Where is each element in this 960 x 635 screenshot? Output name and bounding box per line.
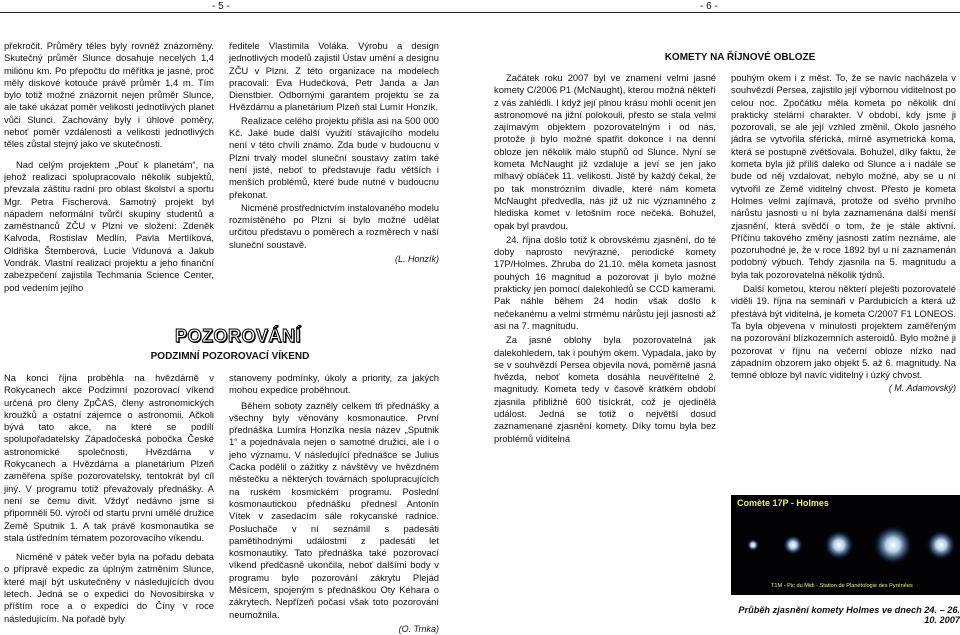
author-signature: (L. Honzík) <box>394 254 439 265</box>
photo-title: Comète 17P - Holmes <box>737 498 829 508</box>
article-subtitle: PODZIMNÍ POZOROVACÍ VÍKEND <box>150 351 310 362</box>
article-title-komety: KOMETY NA ŘÍJNOVÉ OBLOZE <box>664 52 816 63</box>
pozorovani-text-col2 <box>229 372 439 635</box>
komety-text-col1 <box>494 72 716 445</box>
paragraph: Na konci října proběhla na hvězdárně v Rokycanech akce Podzimní pozorovací víkend určená pro členy ZpČAS, členy astronomických kroužků a ostatní zájemce o astronomii. Ačkoli bývá tato akce, na které se podílí spolupořadatelsky Západočeská pobočka České astronomické společnosti, Hvězdárna v Rokycanech a Hvězdárna a planetárium Plzeň zaměřena spíše pozorovatelsky, tentokrát byl cíl jiný. V programu totiž převažovaly přednášky. A není se čemu divit. Vždyť nedávno jsme si připomněli 50. výročí od startu první umělé družice Země Sputnik 1. A tak právě kosmonautika se stala ústředním tématem pozorovacího víkendu. <box>4 372 214 543</box>
pozorovani-text-col1 <box>4 372 214 625</box>
photo-caption: Průběh zjasnění komety Holmes ve dnech 24. – 26. 10. 2007 <box>738 605 960 625</box>
paragraph: Nicméně prostřednictvím instalovaného modelu rozmístěného po Plzni si bylo možné udělat určitou představu o poměrech a rozměrech v naší sluneční soustavě. <box>229 201 439 250</box>
paragraph: pouhým okem i z měst. To, že se navíc nacházela v souhvězdí Persea, zajistilo její výbornou viditelnost po celou noc. Zpočátku měla kometa po několik dní prakticky stelární charakter. V období, kdy jsme ji pozorovali, se ale její vzhled změnil. Okolo jasného jádra se vytvořila sférická, mírně asymetrická koma, která se postupně zvětšovala. Bohužel, díky faktu, že kometa byla již příliš daleko od Slunce a i nadále se bude od něj vzdalovat, nebylo možné, aby se u ní vytvořil ze Země viditelný chvost. Přesto je kometa Holmes velmi zajímavá, protože od svého prvního nárůstu jasnosti u ní byla zaznamenána další menší zjasnění, která svědčí o tom, že je stále aktivní. Příčinu takového změny jasnosti zatím neznáme, ale pozoruhodné je, že v roce 1892 byl u ní zaznamenán podobný výbuch. Tehdy zjasnila na 5. magnitudu a byla tak pozorovatelná několik týdnů. <box>731 72 956 280</box>
paragraph: Další kometou, kterou některí pleješti pozorovatelé viděli 19. října na semináři v Pardubicích a která už přestává být viditelná, je kometa C/2007 F1 LONEOS. Ta byla objevena v minulosti projektem zaměřeným na pozorování blízkozemních asteroidů. Bylo možné ji pozorovat v říjnu na večerní obloze nízko nad západním obzorem jako objekt 5. až 6. magnitudy. Na temné obloze byl navíc viditelný i úzký chvost. <box>731 283 956 381</box>
comet-frame-4 <box>873 525 913 565</box>
comet-frame-3 <box>824 530 854 560</box>
header-rule <box>0 12 960 13</box>
paragraph: ředitele Vlastimila Voláka. Výrobu a design jednotlivých modelů zajistil Ústav umění a designu ZČU v Plzni. Z této organizace na modelech pracovali: Eva Hudečková, Petr Janda a Jan Dienstbier. Odbornými garantem projektu se za Hvězdárnu a planetárium Plzeň stal Lumír Honzík. <box>229 40 439 113</box>
page-number-right: - 6 - <box>700 1 718 12</box>
article-text-col1 <box>4 40 214 294</box>
paragraph: 24. října došlo totiž k obrovskému zjasnění, do té doby naprosto nevýrazné, periodické komety 17P/Holmes. Zhruba do 21.10. měla kometa jasnost pouhých 16 magnitud a pozorovat ji bylo možné prakticky jen pomocí dalekohledů se CCD kamerami. Pak náhle během 24 hodin však došlo k nečekanému a velmi strmému nárůstu její jasnosti až asi na 7. magnitudu. <box>494 233 716 331</box>
komety-text-col2 <box>731 72 956 395</box>
photo-credit: T1M - Pic du Midi - Station de Planétologie des Pyrénées <box>771 583 913 589</box>
comet-photo <box>731 495 960 595</box>
comet-frame-5 <box>926 530 956 560</box>
author-signature: (O. Trnka) <box>398 623 439 634</box>
paragraph: Nicméně v pátek večer byla na pořadu debata o přípravě expedic za úplným zatměním Slunce, které mají být uskutečněny v následujících dvou letech. Jedná se o expedici do Novosibirska v příštím roce a o expedici do Číny v roce následujícím. Na pořadě byly <box>4 551 214 624</box>
page-number-left: - 5 - <box>212 1 230 12</box>
article-text-col2 <box>229 40 439 265</box>
comet-frame-2 <box>783 535 803 555</box>
comet-frame-1 <box>747 539 759 551</box>
author-signature: ( M. Adamovský) <box>888 383 956 394</box>
paragraph: Za jasné oblohy byla pozorovatelná jak dalekohledem, tak i pouhým okem. Vypadala, jako by se v souhvězdí Persea objevila nová, poměrně jasná hvězda, neboť kometa dosáhla neuvěřitelné 2. magnitudy. Kometa tedy v časově krátkém období zjasnila přibližně 600 tisíckrát, což je ojedinělá událost. Jedná se totiž o největší dosud zaznamenané zjasnění komety. Díky tomu byla bez problémů viditelná <box>494 334 716 444</box>
paragraph: Realizace celého projektu přišla asi na 500 000 Kč. Jaké bude další využití stávajícího modelu není v této chvíli známo. Zda bude v budoucnu v Plzni trvalý model sluneční soustavy zatím také není jisté, neboť to představuje řadu větších i menších problémů, které bude nutné v budoucnu překonat. <box>229 114 439 200</box>
paragraph: Nad celým projektem „Pouť k planetám“, na jehož realizaci spolupracovalo několik subjektů, převzala záštitu radní pro oblast školství a sportu Mgr. Petra Fischerová. Samotný projekt byl nápadem neformální tvůrčí skupiny studentů a zaměstnanců ZČU v Plzni ve složení: Zdeněk Kalvoda, Rostislav Medlín, Pavla Mertlíková, Oldřiška Štemberová, Lucie Vídunová a Jakub Vondrák. Vlastní realizaci projektu a jeho finanční zabezpečení zajistila Techmania Science Center, pod vedením jejího <box>4 158 214 293</box>
paragraph: Během soboty zazněly celkem tři přednášky a všechny byly věnovány kosmonautice. První přednáška Lumíra Honzíka nesla název „Sputnik 1“ a pojednávala nejen o samotné družici, ale i o jeho významu. V následující přednášce se Julius Cacka podělil o zážitky z návštěvy ve hvězdném městečku a některých továrnách spolupracujících na ruském kosmickém programu. Poslední kosmonautickou přednášku přednesl Antonín Vítek v zasedacím sále rokycanské radnice. Posluchače v ní seznámil s padesáti pamětihodnými událostmi z padesáti let kosmonautiky. Tato přednáška také pozorovací víkend předčasně ukončila, neboť dalšími body v programu bylo pozorování zákrytu Plejád Měsícem, spojeným s přednáškou Oty Kéhara o zákrytech. Nepřízeň počasí však toto pozorování neumožnila. <box>229 399 439 620</box>
paragraph: překročit. Průměry těles byly rovněž znázorněny. Skutečný průměr Slunce dosahuje necelých 1,4 miliónu km. Po přepočtu do měřítka je jasné, proč měly diskové kotouče právě průměr 1,4 m. Tím bylo totiž možné znázornit nejen průměr Slunce, ale také ukázat poměr velikostí jednotlivých planet vůči Slunci. Zachovány byly i úhlové poměry, neboť poměr vzdálenosti a velikosti jednotlivých těles zůstal stejný jako ve skutečnosti. <box>4 40 214 150</box>
paragraph: stanoveny podmínky, úkoly a priority, za jakých mohou expedice proběhnout. <box>229 372 439 396</box>
comet-sequence-image <box>731 495 960 595</box>
paragraph: Začátek roku 2007 byl ve znamení velmi jasné komety C/2006 P1 (McNaught), kterou možná někteří z vás zahlédli. I když její plnou krásu mohli ocenit jen astronomové na jižní polokouli, přesto se stala velmi zajímavým objektem pozorovatelným i od nás, protože ji bylo možné spatřit dokonce i na denní obloze jen několik málo stupňů od Slunce. Nyní se kometa McNaught již vzdaluje a jeví se jen jako mlhavý obláček 11. velikosti. Jistě by každý čekal, že po tak monstrózním divadle, které nám kometa McNaught předvedla, nás již už nic významného z hlediska komet v letošním roce nečeká. Bohužel, opak byl pravdou. <box>494 72 716 231</box>
section-title-pozorovani: POZOROVÁNÍ <box>175 326 302 346</box>
